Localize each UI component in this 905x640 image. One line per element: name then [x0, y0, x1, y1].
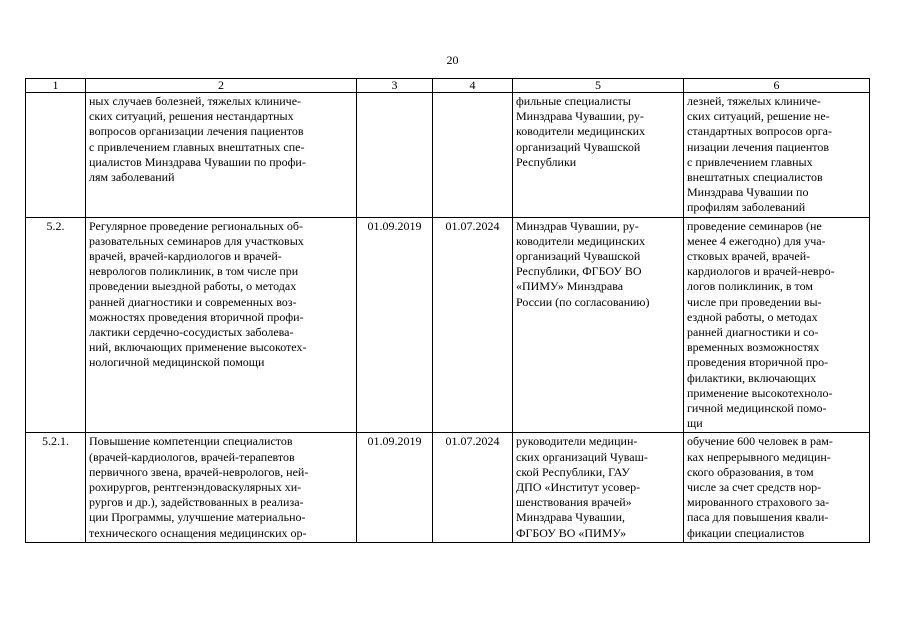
item-number [26, 93, 86, 218]
activity-cell-line: лям заболеваний [89, 170, 175, 185]
executors-cell-line: фильные специалисты [516, 94, 631, 108]
start-date [357, 93, 433, 218]
executors-cell-line: Республики, ФГБОУ ВО [516, 264, 642, 279]
activity-cell-line: с привлечением главных внештатных спе- [89, 139, 305, 154]
activity-cell-line: неврологов поликлиник, в том числе при [89, 264, 299, 279]
activity-cell-line: проведении выездной работы, о методах [89, 279, 297, 294]
activity-cell-line: врачей, врачей-кардиологов и врачей- [89, 249, 282, 264]
activity-cell [86, 93, 357, 218]
activity-cell-line: первичного звена, врачей-неврологов, ней- [89, 464, 309, 479]
executors-cell-line: руководители медицин- [516, 434, 638, 449]
result-cell [684, 217, 870, 433]
result-cell-line: мированного страхового за- [687, 495, 830, 510]
executors-cell-line: Республики [516, 154, 577, 169]
activity-cell-line: ции Программы, улучшение материально- [89, 510, 306, 525]
header-row [26, 79, 870, 93]
result-cell-line: низации лечения пациентов [687, 139, 830, 154]
result-cell-line: обучение 600 человек в рам- [687, 434, 833, 449]
executors-cell-line: Минздрава Чувашии, ру- [516, 109, 644, 124]
header-cell-1: 1 [26, 79, 86, 93]
result-cell-line: филактики, включающих [687, 370, 817, 385]
activity-cell-line: ний, включающих применение высокотех- [89, 340, 307, 355]
activity-cell-line: Повышение компетенции специалистов [89, 434, 293, 449]
result-cell-line: числе за счет средств нор- [687, 480, 822, 495]
activity-cell-line: Регулярное проведение региональных об- [89, 218, 303, 233]
result-cell-line: профилям заболеваний [687, 200, 806, 215]
executors-cell-line: ских организаций Чуваш- [516, 449, 648, 464]
result-cell-line: кардиологов и врачей-невро- [687, 264, 835, 279]
result-cell-line: логов поликлиник, в том [687, 279, 813, 294]
plan-table [25, 78, 870, 543]
activity-cell-line: ранней диагностики и современных воз- [89, 294, 297, 309]
result-cell-line: фикации специалистов [687, 525, 805, 540]
result-cell-line: ездной работы, о методах [687, 309, 818, 324]
result-cell-line: ских ситуаций, решение не- [687, 109, 830, 124]
header-cell-5: 5 [513, 79, 684, 93]
result-cell-line: Минздрава Чувашии по [687, 185, 809, 200]
page-number: 20 [446, 53, 459, 67]
activity-cell-line: можностях проведения вторичной профи- [89, 309, 304, 324]
item-number: 5.2.1. [26, 433, 86, 542]
activity-cell-line: нологичной медицинской помощи [89, 355, 265, 370]
result-cell-line: ранней диагностики и со- [687, 325, 819, 340]
result-cell [684, 93, 870, 218]
end-date [433, 93, 513, 218]
result-cell-line: ках непрерывного медицин- [687, 449, 831, 464]
result-cell-line: временных возможностях [687, 340, 820, 355]
executors-cell-line: России (по согласованию) [516, 294, 650, 309]
result-cell [684, 433, 870, 542]
executors-cell-line: ководители медицинских [516, 233, 646, 248]
executors-cell-line: Минздрава Чувашии, [516, 510, 626, 525]
header-cell-3: 3 [357, 79, 433, 93]
table-row [26, 217, 870, 433]
start-date: 01.09.2019 [357, 433, 433, 542]
item-number: 5.2. [26, 217, 86, 433]
activity-cell-line: технического оснащения медицинских ор- [89, 525, 307, 540]
result-cell-line: менее 4 ежегодно) для уча- [687, 233, 826, 248]
header-cell-2: 2 [86, 79, 357, 93]
executors-cell [513, 433, 684, 542]
result-cell-line: щи [687, 416, 703, 431]
table-row [26, 93, 870, 218]
activity-cell-line: вопросов организации лечения пациентов [89, 124, 304, 139]
activity-cell-line: рургов и др.), задействованных в реализа- [89, 495, 304, 510]
activity-cell [86, 217, 357, 433]
result-cell-line: стандартных вопросов орга- [687, 124, 833, 139]
result-cell-line: ского образования, в том [687, 464, 814, 479]
result-cell-line: стковых врачей, врачей- [687, 249, 811, 264]
executors-cell-line: Минздрав Чувашии, ру- [516, 218, 639, 233]
activity-cell-line: (врачей-кардиологов, врачей-терапевтов [89, 449, 295, 464]
result-cell-line: числе при проведении вы- [687, 294, 822, 309]
table-row [26, 433, 870, 542]
executors-cell-line: шенствования врачей» [516, 495, 632, 510]
start-date: 01.09.2019 [357, 217, 433, 433]
result-cell-line: проведения вторичной про- [687, 355, 829, 370]
executors-cell-line: организаций Чувашской [516, 249, 641, 264]
end-date: 01.07.2024 [433, 433, 513, 542]
activity-cell-line: ных случаев болезней, тяжелых клиниче- [89, 94, 302, 108]
result-cell-line: внештатных специалистов [687, 170, 823, 185]
executors-cell [513, 93, 684, 218]
executors-cell-line: «ПИМУ» Минздрава [516, 279, 624, 294]
result-cell-line: гичной медицинской помо- [687, 401, 827, 416]
result-cell-line: паса для повышения квали- [687, 510, 829, 525]
activity-cell-line: циалистов Минздрава Чувашии по профи- [89, 154, 306, 169]
executors-cell-line: ской Республики, ГАУ [516, 464, 630, 479]
activity-cell [86, 433, 357, 542]
executors-cell-line: организаций Чувашской [516, 139, 641, 154]
header-cell-4: 4 [433, 79, 513, 93]
executors-cell-line: ДПО «Институт усовер- [516, 480, 641, 495]
activity-cell-line: рохирургов, рентгенэндоваскулярных хи- [89, 480, 302, 495]
result-cell-line: применение высокотехноло- [687, 385, 833, 400]
executors-cell-line: ководители медицинских [516, 124, 646, 139]
executors-cell [513, 217, 684, 433]
executors-cell-line: ФГБОУ ВО «ПИМУ» [516, 525, 627, 540]
header-cell-6: 6 [684, 79, 870, 93]
activity-cell-line: ских ситуаций, решения нестандартных [89, 109, 294, 124]
result-cell-line: с привлечением главных [687, 154, 813, 169]
result-cell-line: проведение семинаров (не [687, 218, 822, 233]
activity-cell-line: разовательных семинаров для участковых [89, 233, 304, 248]
result-cell-line: лезней, тяжелых клиниче- [687, 94, 821, 108]
activity-cell-line: лактики сердечно-сосудистых заболева- [89, 325, 294, 340]
end-date: 01.07.2024 [433, 217, 513, 433]
